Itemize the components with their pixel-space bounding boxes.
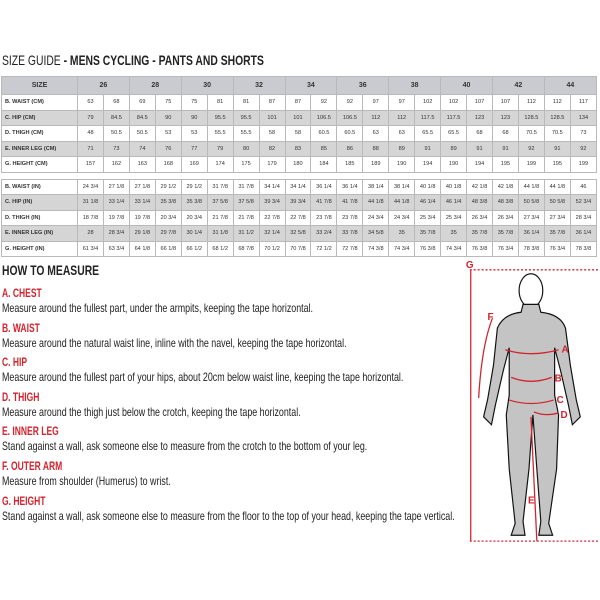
table-cell: 97 [363, 95, 389, 111]
table-cell: 34 1/4 [285, 179, 311, 195]
measure-description: Measure around the fullest part of your hips, about 20cm below waist line, keeping the tape horizontal. [2, 370, 404, 385]
table-cell: 63 [389, 126, 415, 142]
table-cell: 199 [570, 157, 596, 173]
measure-description: Stand against a wall, ask someone else to measure from the crotch to the bottom of your leg. [2, 439, 368, 454]
row-label: D. THIGH (CM) [2, 126, 78, 142]
table-row [2, 157, 597, 173]
size-table [1, 76, 597, 257]
table-cell: 128.5 [544, 110, 570, 126]
body-measurement-figure [452, 255, 600, 555]
spacer-cell [467, 172, 493, 179]
table-cell: 106.5 [337, 110, 363, 126]
table-cell: 25 3/4 [441, 210, 467, 226]
table-cell: 102 [415, 95, 441, 111]
table-cell: 28 3/4 [570, 210, 596, 226]
table-cell: 53 [155, 126, 181, 142]
table-cell: 82 [259, 141, 285, 157]
page-title [2, 52, 356, 68]
table-cell: 19 7/8 [103, 210, 129, 226]
table-cell: 76 3/4 [544, 241, 570, 257]
measure-title: B. WAIST [2, 322, 40, 335]
table-cell: 27 1/8 [103, 179, 129, 195]
table-cell: 40 1/8 [441, 179, 467, 195]
title-bold: - MENS CYCLING - PANTS AND SHORTS [60, 52, 264, 68]
table-cell: 92 [518, 141, 544, 157]
table-cell: 91 [493, 141, 519, 157]
table-cell: 91 [415, 141, 441, 157]
table-cell: 35 [389, 226, 415, 242]
table-cell: 87 [259, 95, 285, 111]
table-cell: 37 5/8 [207, 195, 233, 211]
table-cell: 179 [259, 157, 285, 173]
table-cell: 48 [78, 126, 104, 142]
size-header: SIZE [2, 77, 78, 95]
table-cell: 74 [129, 141, 155, 157]
table-cell: 128.5 [518, 110, 544, 126]
measure-item [2, 461, 230, 488]
spacer-cell [363, 172, 389, 179]
table-cell: 42 1/8 [493, 179, 519, 195]
measure-description: Measure around the fullest part, under the armpits, keeping the tape horizontal. [2, 301, 313, 315]
spacer-cell [181, 172, 207, 179]
table-cell: 44 1/8 [518, 179, 544, 195]
spacer-cell [207, 172, 233, 179]
table-cell: 189 [363, 157, 389, 173]
spacer-cell [129, 172, 155, 179]
table-cell: 101 [285, 110, 311, 126]
table-cell: 33 7/8 [337, 226, 363, 242]
table-cell: 90 [181, 110, 207, 126]
table-cell: 180 [285, 157, 311, 173]
spacer-cell [441, 172, 467, 179]
spacer-cell [337, 172, 363, 179]
table-cell: 101 [259, 110, 285, 126]
measure-title: A. CHEST [2, 288, 42, 300]
table-cell: 35 3/8 [155, 195, 181, 211]
table-cell: 91 [544, 141, 570, 157]
table-cell: 46 [570, 179, 596, 195]
label-g: G [465, 259, 474, 271]
table-cell: 29 1/8 [129, 226, 155, 242]
table-cell: 68 1/2 [207, 241, 233, 257]
measure-title: G. HEIGHT [2, 495, 46, 508]
table-cell: 194 [415, 157, 441, 173]
table-cell: 107 [493, 95, 519, 111]
table-cell: 34 5/8 [363, 226, 389, 242]
table-cell: 112 [544, 95, 570, 111]
table-cell: 81 [207, 95, 233, 111]
table-cell: 52 3/4 [570, 195, 596, 211]
table-cell: 23 7/8 [337, 210, 363, 226]
table-cell: 74 3/8 [363, 241, 389, 257]
label-e: E [527, 495, 535, 507]
table-cell: 73 [103, 141, 129, 157]
table-cell: 92 [570, 141, 596, 157]
table-cell: 65.5 [415, 126, 441, 142]
label-d: D [560, 409, 568, 421]
table-cell: 50 5/8 [544, 195, 570, 211]
table-cell: 195 [493, 157, 519, 173]
table-cell: 28 3/4 [103, 226, 129, 242]
table-cell: 46 1/4 [415, 195, 441, 211]
table-cell: 53 [181, 126, 207, 142]
row-label: D. THIGH (IN) [2, 210, 78, 226]
table-cell: 41 7/8 [311, 195, 337, 211]
table-cell: 70 1/2 [259, 241, 285, 257]
table-cell: 107 [467, 95, 493, 111]
table-cell: 168 [155, 157, 181, 173]
table-cell: 58 [259, 126, 285, 142]
size-header-cell: 44 [544, 77, 596, 95]
table-cell: 39 3/4 [259, 195, 285, 211]
table-cell: 29 7/8 [155, 226, 181, 242]
table-cell: 84.5 [129, 110, 155, 126]
table-cell: 50.5 [129, 126, 155, 142]
table-cell: 37 5/8 [233, 195, 259, 211]
table-cell: 36 1/4 [337, 179, 363, 195]
table-cell: 102 [441, 95, 467, 111]
table-cell: 81 [233, 95, 259, 111]
table-cell: 68 [467, 126, 493, 142]
table-cell: 194 [467, 157, 493, 173]
size-header-cell: 28 [129, 77, 181, 95]
table-row [2, 141, 597, 157]
table-cell: 162 [103, 157, 129, 173]
table-cell: 27 3/4 [518, 210, 544, 226]
table-cell: 48 3/8 [467, 195, 493, 211]
table-cell: 184 [311, 157, 337, 173]
table-cell: 22 7/8 [285, 210, 311, 226]
table-cell: 34 1/4 [259, 179, 285, 195]
table-cell: 26 3/4 [467, 210, 493, 226]
spacer-cell [2, 172, 78, 179]
table-cell: 26 3/4 [493, 210, 519, 226]
table-cell: 79 [78, 110, 104, 126]
table-cell: 76 3/8 [467, 241, 493, 257]
table-cell: 50 5/8 [518, 195, 544, 211]
table-cell: 72 1/2 [311, 241, 337, 257]
table-cell: 31 1/2 [233, 226, 259, 242]
table-cell: 63 3/4 [103, 241, 129, 257]
table-cell: 80 [233, 141, 259, 157]
table-cell: 35 [441, 226, 467, 242]
table-cell: 31 1/8 [78, 195, 104, 211]
table-cell: 70 7/8 [285, 241, 311, 257]
measure-item [2, 426, 496, 453]
table-cell: 50.5 [103, 126, 129, 142]
table-cell: 31 1/8 [207, 226, 233, 242]
table-cell: 91 [467, 141, 493, 157]
table-cell: 175 [233, 157, 259, 173]
table-row [2, 210, 597, 226]
table-cell: 33 2/4 [311, 226, 337, 242]
table-cell: 169 [181, 157, 207, 173]
table-cell: 44 1/8 [363, 195, 389, 211]
label-b: B [554, 373, 562, 385]
table-cell: 29 1/2 [155, 179, 181, 195]
table-cell: 76 [155, 141, 181, 157]
spacer-cell [415, 172, 441, 179]
table-cell: 61 3/4 [78, 241, 104, 257]
table-cell: 63 [78, 95, 104, 111]
table-cell: 27 1/8 [129, 179, 155, 195]
table-cell: 71 [78, 141, 104, 157]
table-cell: 123 [467, 110, 493, 126]
table-cell: 112 [518, 95, 544, 111]
table-cell: 106.5 [311, 110, 337, 126]
table-cell: 25 3/4 [415, 210, 441, 226]
table-cell: 19 7/8 [129, 210, 155, 226]
size-header-cell: 32 [233, 77, 285, 95]
spacer-cell [389, 172, 415, 179]
size-header-cell: 26 [78, 77, 130, 95]
table-cell: 123 [493, 110, 519, 126]
table-cell: 89 [441, 141, 467, 157]
table-cell: 75 [155, 95, 181, 111]
table-cell: 24 3/4 [389, 210, 415, 226]
table-row [2, 126, 597, 142]
table-cell: 20 3/4 [155, 210, 181, 226]
table-cell: 31 7/8 [207, 179, 233, 195]
table-cell: 55.5 [207, 126, 233, 142]
size-header-cell: 38 [389, 77, 441, 95]
table-cell: 85 [311, 141, 337, 157]
spacer-cell [544, 172, 570, 179]
table-cell: 35 7/8 [467, 226, 493, 242]
size-header-cell: 34 [285, 77, 337, 95]
table-cell: 60.5 [311, 126, 337, 142]
size-header-cell: 36 [337, 77, 389, 95]
size-header-cell: 40 [441, 77, 493, 95]
table-cell: 22 7/8 [259, 210, 285, 226]
table-cell: 55.5 [233, 126, 259, 142]
table-cell: 74 3/4 [441, 241, 467, 257]
table-cell: 40 1/8 [415, 179, 441, 195]
measure-description: Measure around the thigh just below the crotch, keeping the tape horizontal. [2, 404, 301, 419]
table-cell: 46 1/4 [441, 195, 467, 211]
table-cell: 72 7/8 [337, 241, 363, 257]
table-cell: 63 [363, 126, 389, 142]
table-cell: 31 7/8 [233, 179, 259, 195]
table-cell: 24 3/4 [363, 210, 389, 226]
table-cell: 73 [570, 126, 596, 142]
measure-title: D. THIGH [2, 391, 40, 404]
row-label: G. HEIGHT (IN) [2, 241, 78, 257]
table-cell: 95.5 [207, 110, 233, 126]
table-row [2, 179, 597, 195]
spacer-cell [570, 172, 596, 179]
spacer-cell [493, 172, 519, 179]
table-cell: 35 7/8 [415, 226, 441, 242]
table-cell: 70.5 [544, 126, 570, 142]
table-cell: 92 [337, 95, 363, 111]
table-cell: 185 [337, 157, 363, 173]
table-cell: 190 [441, 157, 467, 173]
table-cell: 24 3/4 [78, 179, 104, 195]
row-label: G. HEIGHT (CM) [2, 157, 78, 173]
table-cell: 83 [285, 141, 311, 157]
table-cell: 60.5 [337, 126, 363, 142]
table-cell: 35 7/8 [544, 226, 570, 242]
measure-item [2, 392, 406, 419]
table-row [2, 226, 597, 242]
table-cell: 33 1/4 [103, 195, 129, 211]
table-cell: 77 [181, 141, 207, 157]
table-cell: 70.5 [518, 126, 544, 142]
table-cell: 36 1/4 [570, 226, 596, 242]
table-cell: 27 3/4 [544, 210, 570, 226]
table-cell: 134 [570, 110, 596, 126]
table-cell: 42 1/8 [467, 179, 493, 195]
table-cell: 88 [363, 141, 389, 157]
size-header-cell: 30 [181, 77, 233, 95]
table-cell: 30 1/4 [181, 226, 207, 242]
table-cell: 36 1/4 [311, 179, 337, 195]
table-cell: 87 [285, 95, 311, 111]
table-cell: 66 1/2 [181, 241, 207, 257]
table-cell: 89 [389, 141, 415, 157]
spacer-cell [78, 172, 104, 179]
table-cell: 157 [78, 157, 104, 173]
table-cell: 117.5 [441, 110, 467, 126]
row-label: C. HIP (CM) [2, 110, 78, 126]
table-cell: 195 [544, 157, 570, 173]
table-cell: 68 [103, 95, 129, 111]
table-cell: 28 [78, 226, 104, 242]
table-cell: 86 [337, 141, 363, 157]
table-row [2, 195, 597, 211]
measure-description: Stand against a wall, ask someone else to measure from the floor to the top of your head, keeping the tape vertical. [2, 508, 455, 523]
table-cell: 36 1/4 [518, 226, 544, 242]
table-cell: 78 3/8 [518, 241, 544, 257]
measure-item [2, 288, 422, 315]
table-cell: 95.5 [233, 110, 259, 126]
table-cell: 58 [285, 126, 311, 142]
table-cell: 68 7/8 [233, 241, 259, 257]
title-prefix: SIZE GUIDE [2, 52, 61, 68]
table-cell: 199 [518, 157, 544, 173]
spacer-cell [155, 172, 181, 179]
row-label: C. HIP (IN) [2, 195, 78, 211]
size-header-cell: 42 [493, 77, 545, 95]
label-c: C [556, 395, 564, 407]
table-cell: 117.5 [415, 110, 441, 126]
table-cell: 44 1/8 [389, 195, 415, 211]
table-cell: 112 [389, 110, 415, 126]
label-a: A [561, 344, 569, 356]
spacer-cell [103, 172, 129, 179]
table-cell: 69 [129, 95, 155, 111]
measure-description: Measure around the natural waist line, inline with the navel, keeping the tape horizontal. [2, 335, 347, 350]
table-cell: 33 1/4 [129, 195, 155, 211]
spacer-cell [259, 172, 285, 179]
table-row [2, 95, 597, 111]
measure-title: C. HIP [2, 357, 28, 370]
table-cell: 35 7/8 [493, 226, 519, 242]
table-cell: 39 3/4 [285, 195, 311, 211]
table-cell: 112 [363, 110, 389, 126]
table-cell: 97 [389, 95, 415, 111]
row-label: B. WAIST (IN) [2, 179, 78, 195]
table-cell: 35 3/8 [181, 195, 207, 211]
table-cell: 64 1/8 [129, 241, 155, 257]
table-cell: 174 [207, 157, 233, 173]
measure-description: Measure from shoulder (Humerus) to wrist. [2, 474, 171, 488]
table-row [2, 110, 597, 126]
table-cell: 21 7/8 [207, 210, 233, 226]
table-cell: 21 7/8 [233, 210, 259, 226]
row-label: B. WAIST (CM) [2, 95, 78, 111]
label-f: F [487, 312, 494, 324]
table-cell: 66 1/8 [155, 241, 181, 257]
table-cell: 29 1/2 [181, 179, 207, 195]
table-cell: 117 [570, 95, 596, 111]
spacer-cell [233, 172, 259, 179]
table-cell: 79 [207, 141, 233, 157]
table-cell: 68 [493, 126, 519, 142]
table-cell: 90 [155, 110, 181, 126]
table-cell: 190 [389, 157, 415, 173]
table-cell: 32 1/4 [259, 226, 285, 242]
table-cell: 163 [129, 157, 155, 173]
table-cell: 65.5 [441, 126, 467, 142]
measure-item [2, 323, 468, 350]
measure-title: E. INNER LEG [2, 426, 59, 439]
table-cell: 76 3/8 [415, 241, 441, 257]
table-cell: 18 7/8 [78, 210, 104, 226]
row-label: E. INNER LEG (CM) [2, 141, 78, 157]
spacer-cell [285, 172, 311, 179]
table-cell: 32 5/8 [285, 226, 311, 242]
table-cell: 74 3/4 [389, 241, 415, 257]
table-cell: 23 7/8 [311, 210, 337, 226]
table-cell: 78 3/8 [570, 241, 596, 257]
table-cell: 44 1/8 [544, 179, 570, 195]
table-cell: 38 1/4 [389, 179, 415, 195]
how-to-measure-heading: HOW TO MEASURE [2, 262, 100, 278]
table-cell: 84.5 [103, 110, 129, 126]
table-cell: 20 3/4 [181, 210, 207, 226]
table-cell: 92 [311, 95, 337, 111]
table-cell: 76 3/4 [493, 241, 519, 257]
measure-title: F. OUTER ARM [2, 461, 63, 473]
table-cell: 41 7/8 [337, 195, 363, 211]
table-spacer-row [2, 172, 597, 179]
spacer-cell [518, 172, 544, 179]
table-cell: 38 1/4 [363, 179, 389, 195]
row-label: E. INNER LEG (IN) [2, 226, 78, 242]
spacer-cell [311, 172, 337, 179]
table-cell: 75 [181, 95, 207, 111]
table-cell: 48 3/8 [493, 195, 519, 211]
